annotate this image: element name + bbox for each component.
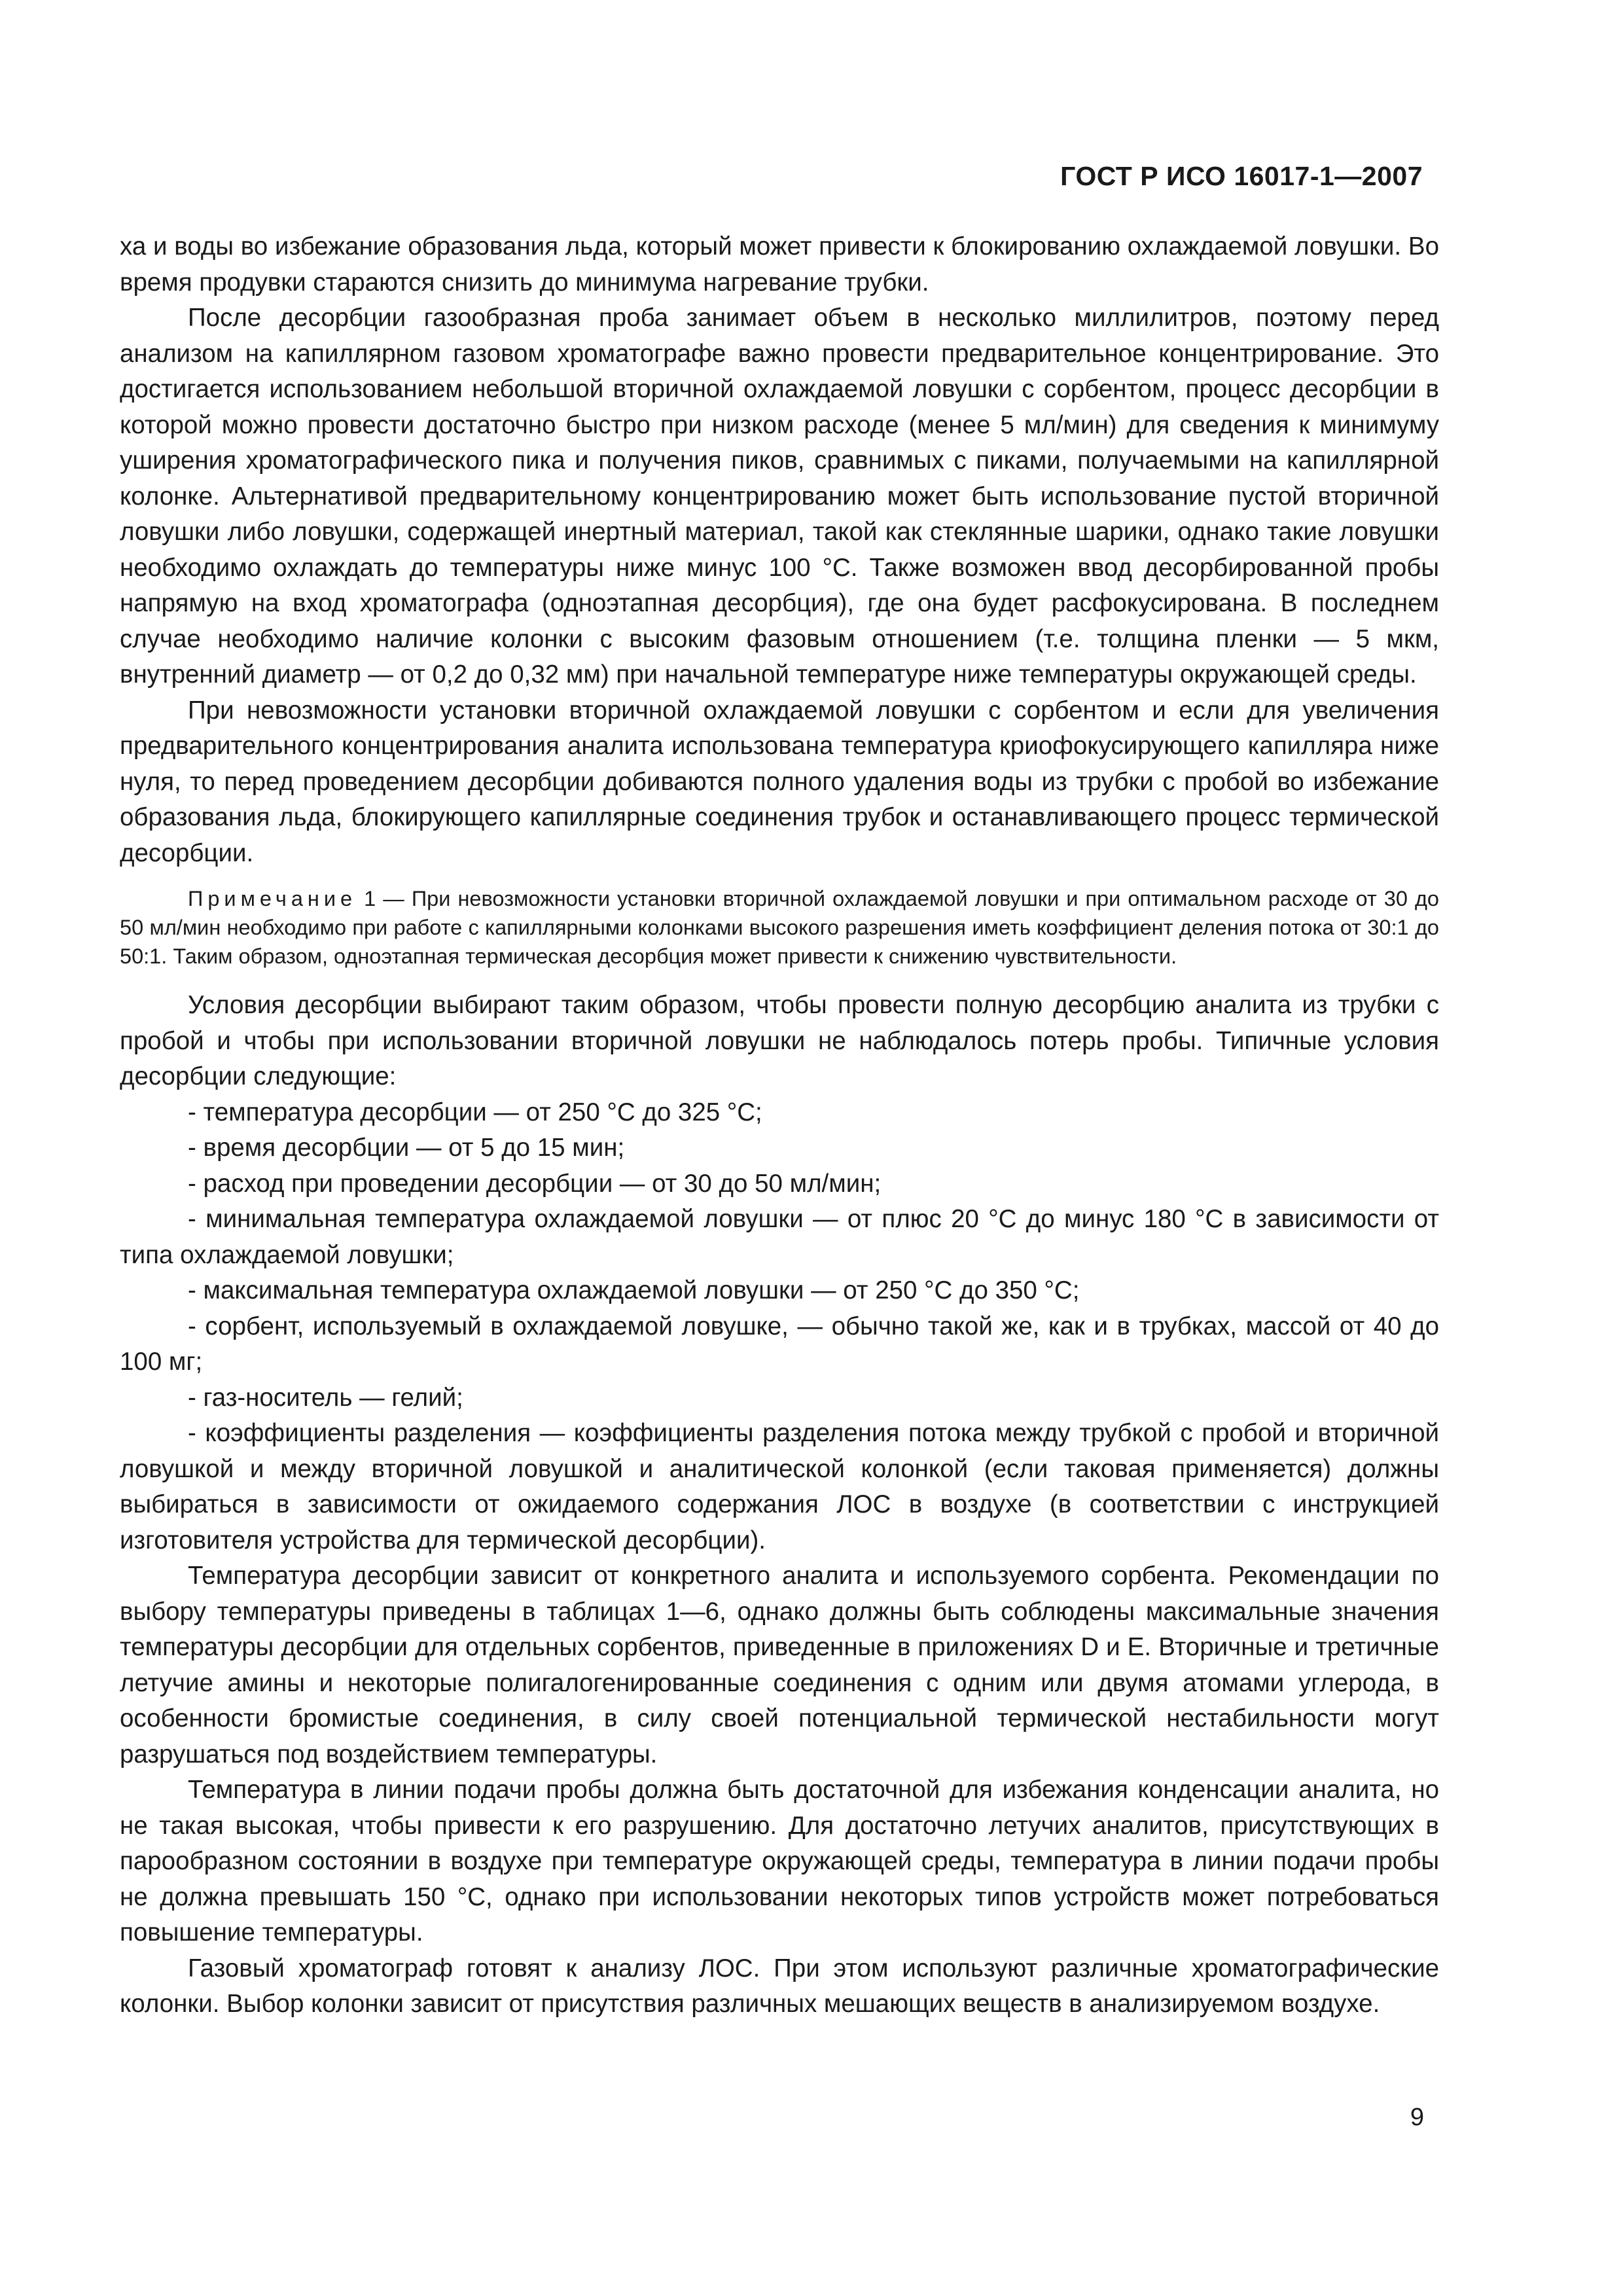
note-1 (120, 884, 1439, 971)
list-item: - минимальная температура охлаждаемой ловушки — от плюс 20 °С до минус 180 °С в зависимости от типа охлаждаемой ловушки; (120, 1205, 1439, 1269)
list-item: - расход при проведении десорбции — от 30 до 50 мл/мин; (188, 1169, 882, 1198)
paragraph-water-removal: При невозможности установки вторичной охлаждаемой ловушки с сорбентом и если для увеличения предварительного концентрирования аналита использована температура криофокусирующего капилляра ниже нуля, то перед проведением десорбции добиваются полного удаления воды из трубки с пробой во избежание образования льда, блокирующего капиллярные соединения трубок и останавливающего процесс термической десорбции. (120, 696, 1439, 867)
list-item: - сорбент, используемый в охлаждаемой ловушке, — обычно такой же, как и в трубках, массой от 40 до 100 мг; (120, 1312, 1439, 1376)
document-code-header: ГОСТ Р ИСО 16017-1—2007 (1060, 161, 1423, 191)
paragraph-desorption-temperature: Температура десорбции зависит от конкретного аналита и используемого сорбента. Рекомендации по выбору температуры приведены в таблицах 1—6, однако должны быть соблюдены максимальные значения температуры десорбции для отдельных сорбентов, приведенные в приложениях D и Е. Вторичные и третичные летучие амины и некоторые полигалогенированные соединения с одним или двумя атомами углерода, в особенности бромистые соединения, в силу своей потенциальной термической нестабильности могут разрушаться под воздействием температуры. (120, 1562, 1439, 1768)
paragraph-continuation: ха и воды во избежание образования льда, который может привести к блокированию охлаждаемой ловушки. Во время продувки стараются снизить до минимума нагревание трубки. (120, 232, 1439, 296)
page-number: 9 (1410, 2104, 1424, 2131)
paragraph-gas-chromatograph: Газовый хроматограф готовят к анализу ЛОС. При этом используют различные хроматографические колонки. Выбор колонки зависит от присутствия различных мешающих веществ в анализируемом воздухе. (120, 1954, 1439, 2018)
paragraph-transfer-line: Температура в линии подачи пробы должна быть достаточной для избежания конденсации аналита, но не такая высокая, чтобы привести к его разрушению. Для достаточно летучих аналитов, присутствующих в парообразном состоянии в воздухе при температуре окружающей среды, температура в линии подачи пробы не должна превышать 150 °С, однако при использовании некоторых типов устройств может потребоваться повышение температуры. (120, 1776, 1439, 1946)
paragraph-desorption-conditions: Условия десорбции выбирают таким образом, чтобы провести полную десорбцию аналита из трубки с пробой и чтобы при использовании вторичной ловушки не наблюдалось потерь пробы. Типичные условия десорбции следующие: (120, 991, 1439, 1090)
page-body (120, 229, 1439, 2022)
list-item: - газ-носитель — гелий; (188, 1383, 463, 1412)
list-item: - температура десорбции — от 250 °С до 325 °С; (188, 1098, 762, 1126)
paragraph-preconcentration: После десорбции газообразная проба занимает объем в несколько миллилитров, поэтому перед анализом на капиллярном газовом хроматографе важно провести предварительное концентрирование. Это достигается использованием небольшой вторичной охлаждаемой ловушки с сорбентом, процесс десорбции в которой можно провести достаточно быстро при низком расходе (менее 5 мл/мин) для сведения к минимуму уширения хроматографического пика и получения пиков, сравнимых с пиками, получаемыми на капиллярной колонке. Альтернативой предварительному концентрированию может быть использование пустой вторичной ловушки либо ловушки, содержащей инертный материал, такой как стеклянные шарики, однако такие ловушки необходимо охлаждать до температуры ниже минус 100 °С. Также возможен ввод десорбированной пробы напрямую на вход хроматографа (одноэтапная десорбция), где она будет расфокусирована. В последнем случае необходимо наличие колонки с высоким фазовым отношением (т.е. толщина пленки — 5 мкм, внутренний диаметр — от 0,2 до 0,32 мм) при начальной температуре ниже температуры окружающей среды. (120, 304, 1439, 689)
list-item: - время десорбции — от 5 до 15 мин; (188, 1134, 625, 1162)
list-item: - коэффициенты разделения — коэффициенты разделения потока между трубкой с пробой и вторичной ловушкой и между вторичной ловушкой и аналитической колонкой (если таковая применяется) должны выбираться в зависимости от ожидаемого содержания ЛОС в воздухе (в соответствии с инструкцией изготовителя устройства для термической десорбции). (120, 1419, 1439, 1554)
note-text: 1 — При невозможности установки вторичной охлаждаемой ловушки и при оптимальном расходе от 30 до 50 мл/мин необходимо при работе с капиллярными колонками высокого разрешения иметь коэффициент деления потока от 30:1 до 50:1. Таким образом, одноэтапная термическая десорбция может привести к снижению чувствительности. (120, 887, 1439, 968)
list-item: - максимальная температура охлаждаемой ловушки — от 250 °С до 350 °С; (188, 1276, 1080, 1304)
note-label: Примечание (188, 887, 357, 910)
